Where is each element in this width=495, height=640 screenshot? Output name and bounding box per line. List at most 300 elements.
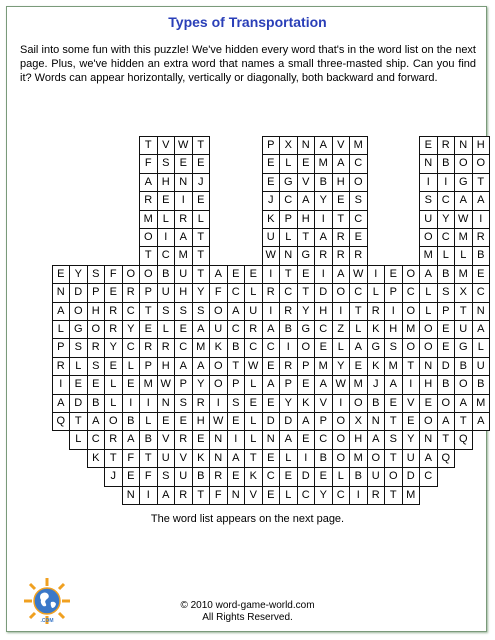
- grid-cell: A: [139, 173, 158, 192]
- grid-cell: L: [52, 320, 71, 339]
- grid-cell: S: [157, 154, 176, 173]
- grid-cell: O: [209, 375, 228, 394]
- grid-cell: B: [314, 449, 333, 468]
- grid-cell: O: [332, 449, 351, 468]
- grid-cell: F: [104, 265, 123, 284]
- grid-cell: T: [227, 357, 246, 376]
- grid-cell: C: [227, 283, 246, 302]
- grid-cell: P: [174, 375, 193, 394]
- grid-cell: Q: [52, 412, 71, 431]
- grid-cell: A: [314, 375, 333, 394]
- grid-cell: P: [314, 412, 333, 431]
- grid-cell: S: [419, 191, 438, 210]
- grid-cell: L: [244, 412, 263, 431]
- grid-cell: D: [402, 467, 421, 486]
- grid-cell: S: [192, 302, 211, 321]
- grid-cell: O: [332, 430, 351, 449]
- grid-cell: O: [332, 412, 351, 431]
- grid-cell: L: [279, 228, 298, 247]
- grid-cell: L: [367, 283, 386, 302]
- grid-cell: R: [367, 486, 386, 505]
- word-list-note: The word list appears on the next page.: [150, 513, 345, 525]
- grid-cell: C: [419, 467, 438, 486]
- grid-cell: V: [402, 394, 421, 413]
- grid-cell: U: [472, 357, 491, 376]
- grid-cell: A: [262, 320, 281, 339]
- grid-cell: O: [87, 320, 106, 339]
- grid-cell: N: [227, 486, 246, 505]
- grid-cell: A: [174, 228, 193, 247]
- grid-cell: E: [262, 357, 281, 376]
- grid-cell: I: [279, 338, 298, 357]
- grid-cell: P: [87, 283, 106, 302]
- grid-cell: L: [454, 246, 473, 265]
- grid-cell: A: [52, 302, 71, 321]
- grid-cell: C: [157, 246, 176, 265]
- grid-cell: G: [454, 173, 473, 192]
- grid-cell: U: [209, 320, 228, 339]
- grid-cell: T: [192, 265, 211, 284]
- grid-cell: O: [139, 228, 158, 247]
- grid-cell: A: [279, 430, 298, 449]
- grid-cell: R: [174, 486, 193, 505]
- grid-cell: A: [384, 375, 403, 394]
- grid-cell: A: [437, 412, 456, 431]
- grid-cell: B: [314, 173, 333, 192]
- grid-cell: I: [332, 302, 351, 321]
- grid-cell: C: [122, 302, 141, 321]
- grid-cell: V: [157, 430, 176, 449]
- grid-cell: O: [402, 338, 421, 357]
- grid-cell: N: [419, 154, 438, 173]
- grid-cell: E: [437, 338, 456, 357]
- grid-cell: E: [262, 173, 281, 192]
- grid-cell: L: [244, 430, 263, 449]
- grid-cell: O: [349, 394, 368, 413]
- grid-cell: E: [297, 265, 316, 284]
- grid-cell: I: [139, 394, 158, 413]
- grid-cell: Q: [454, 430, 473, 449]
- grid-cell: A: [262, 375, 281, 394]
- grid-cell: P: [279, 375, 298, 394]
- grid-cell: M: [192, 338, 211, 357]
- grid-cell: M: [402, 320, 421, 339]
- grid-cell: Y: [104, 338, 123, 357]
- grid-cell: A: [472, 320, 491, 339]
- grid-cell: U: [157, 449, 176, 468]
- grid-cell: U: [367, 467, 386, 486]
- grid-cell: L: [69, 430, 88, 449]
- grid-cell: R: [332, 246, 351, 265]
- grid-cell: Y: [332, 357, 351, 376]
- grid-cell: I: [384, 302, 403, 321]
- grid-cell: T: [139, 136, 158, 155]
- grid-cell: T: [192, 228, 211, 247]
- grid-cell: V: [297, 173, 316, 192]
- grid-cell: P: [384, 283, 403, 302]
- grid-cell: E: [104, 283, 123, 302]
- grid-cell: H: [314, 302, 333, 321]
- grid-cell: O: [419, 320, 438, 339]
- grid-cell: C: [314, 430, 333, 449]
- grid-cell: O: [139, 265, 158, 284]
- grid-cell: P: [139, 357, 158, 376]
- grid-cell: E: [227, 412, 246, 431]
- grid-cell: R: [314, 246, 333, 265]
- grid-cell: A: [314, 228, 333, 247]
- grid-cell: N: [174, 173, 193, 192]
- grid-cell: B: [139, 430, 158, 449]
- grid-cell: X: [454, 283, 473, 302]
- grid-cell: O: [402, 302, 421, 321]
- grid-cell: Z: [332, 320, 351, 339]
- grid-cell: B: [192, 467, 211, 486]
- grid-cell: I: [332, 394, 351, 413]
- grid-cell: W: [262, 246, 281, 265]
- grid-cell: J: [192, 173, 211, 192]
- grid-cell: C: [122, 338, 141, 357]
- grid-cell: C: [262, 338, 281, 357]
- grid-cell: N: [297, 136, 316, 155]
- grid-cell: E: [262, 486, 281, 505]
- grid-cell: G: [279, 173, 298, 192]
- grid-cell: C: [244, 338, 263, 357]
- grid-cell: Y: [314, 486, 333, 505]
- grid-cell: T: [384, 486, 403, 505]
- grid-cell: J: [104, 467, 123, 486]
- grid-cell: C: [437, 228, 456, 247]
- grid-cell: E: [192, 154, 211, 173]
- grid-cell: A: [52, 394, 71, 413]
- grid-cell: S: [227, 394, 246, 413]
- grid-cell: K: [244, 467, 263, 486]
- grid-cell: R: [279, 302, 298, 321]
- grid-cell: I: [122, 394, 141, 413]
- grid-cell: A: [454, 191, 473, 210]
- grid-cell: E: [314, 338, 333, 357]
- grid-cell: S: [437, 283, 456, 302]
- grid-cell: K: [262, 210, 281, 229]
- grid-cell: R: [87, 338, 106, 357]
- grid-cell: B: [437, 375, 456, 394]
- grid-cell: A: [419, 449, 438, 468]
- grid-cell: N: [262, 430, 281, 449]
- grid-cell: W: [244, 357, 263, 376]
- grid-cell: R: [279, 357, 298, 376]
- grid-cell: I: [314, 265, 333, 284]
- grid-cell: Y: [279, 394, 298, 413]
- grid-cell: A: [314, 136, 333, 155]
- grid-cell: T: [139, 246, 158, 265]
- grid-cell: S: [349, 191, 368, 210]
- grid-cell: E: [157, 191, 176, 210]
- grid-cell: E: [262, 449, 281, 468]
- grid-cell: A: [87, 412, 106, 431]
- grid-cell: F: [122, 449, 141, 468]
- grid-cell: R: [244, 320, 263, 339]
- grid-cell: P: [262, 136, 281, 155]
- grid-cell: A: [209, 265, 228, 284]
- grid-cell: E: [139, 320, 158, 339]
- grid-cell: V: [314, 394, 333, 413]
- grid-cell: C: [174, 338, 193, 357]
- grid-cell: Y: [69, 265, 88, 284]
- grid-cell: O: [384, 467, 403, 486]
- grid-cell: A: [419, 265, 438, 284]
- grid-cell: E: [349, 228, 368, 247]
- grid-cell: Y: [297, 302, 316, 321]
- grid-cell: I: [174, 191, 193, 210]
- grid-cell: U: [174, 265, 193, 284]
- grid-cell: C: [349, 210, 368, 229]
- grid-cell: X: [279, 136, 298, 155]
- grid-cell: M: [384, 357, 403, 376]
- grid-cell: B: [227, 338, 246, 357]
- grid-cell: S: [174, 394, 193, 413]
- grid-cell: I: [262, 265, 281, 284]
- grid-cell: R: [437, 136, 456, 155]
- grid-cell: E: [87, 375, 106, 394]
- grid-cell: O: [209, 357, 228, 376]
- grid-cell: E: [297, 375, 316, 394]
- grid-cell: O: [349, 173, 368, 192]
- grid-cell: C: [279, 191, 298, 210]
- grid-cell: U: [157, 283, 176, 302]
- grid-cell: O: [104, 412, 123, 431]
- grid-cell: R: [139, 191, 158, 210]
- grid-cell: M: [174, 246, 193, 265]
- grid-cell: R: [157, 338, 176, 357]
- grid-cell: P: [227, 375, 246, 394]
- grid-cell: S: [384, 430, 403, 449]
- grid-cell: E: [297, 430, 316, 449]
- grid-cell: Q: [437, 449, 456, 468]
- grid-cell: T: [69, 412, 88, 431]
- grid-cell: O: [69, 302, 88, 321]
- grid-cell: Y: [437, 210, 456, 229]
- grid-cell: C: [472, 283, 491, 302]
- grid-cell: T: [297, 283, 316, 302]
- grid-cell: I: [139, 486, 158, 505]
- grid-cell: N: [209, 449, 228, 468]
- grid-cell: T: [349, 302, 368, 321]
- grid-cell: N: [454, 136, 473, 155]
- grid-cell: O: [367, 449, 386, 468]
- grid-cell: N: [419, 430, 438, 449]
- grid-cell: I: [262, 302, 281, 321]
- grid-cell: A: [472, 412, 491, 431]
- grid-cell: H: [472, 136, 491, 155]
- grid-cell: H: [349, 430, 368, 449]
- grid-cell: E: [69, 375, 88, 394]
- grid-cell: E: [192, 191, 211, 210]
- grid-cell: N: [157, 394, 176, 413]
- grid-cell: G: [297, 320, 316, 339]
- grid-cell: G: [367, 338, 386, 357]
- grid-cell: A: [227, 302, 246, 321]
- grid-cell: B: [437, 265, 456, 284]
- grid-cell: M: [419, 246, 438, 265]
- grid-cell: H: [174, 283, 193, 302]
- copyright-line: © 2010 word-game-world.com: [180, 600, 315, 611]
- grid-cell: R: [122, 283, 141, 302]
- grid-cell: R: [174, 430, 193, 449]
- grid-cell: A: [454, 394, 473, 413]
- grid-cell: S: [157, 467, 176, 486]
- grid-cell: I: [314, 210, 333, 229]
- grid-cell: E: [262, 154, 281, 173]
- grid-cell: N: [279, 246, 298, 265]
- grid-cell: B: [122, 412, 141, 431]
- grid-cell: C: [87, 430, 106, 449]
- grid-cell: B: [87, 394, 106, 413]
- grid-cell: V: [332, 136, 351, 155]
- grid-cell: T: [139, 449, 158, 468]
- grid-cell: I: [402, 375, 421, 394]
- grid-cell: R: [472, 228, 491, 247]
- grid-cell: D: [314, 283, 333, 302]
- grid-cell: R: [139, 338, 158, 357]
- grid-cell: W: [174, 136, 193, 155]
- grid-cell: E: [472, 265, 491, 284]
- grid-cell: Y: [314, 191, 333, 210]
- grid-cell: G: [454, 338, 473, 357]
- grid-cell: S: [384, 338, 403, 357]
- grid-cell: L: [139, 412, 158, 431]
- grid-cell: E: [244, 394, 263, 413]
- grid-cell: Y: [402, 430, 421, 449]
- grid-cell: L: [69, 357, 88, 376]
- grid-cell: Y: [192, 375, 211, 394]
- grid-cell: T: [104, 449, 123, 468]
- grid-cell: G: [297, 246, 316, 265]
- grid-cell: S: [87, 265, 106, 284]
- grid-cell: O: [122, 265, 141, 284]
- grid-cell: B: [279, 320, 298, 339]
- grid-cell: N: [52, 283, 71, 302]
- grid-cell: G: [69, 320, 88, 339]
- grid-cell: O: [332, 283, 351, 302]
- grid-cell: W: [332, 375, 351, 394]
- grid-cell: U: [402, 449, 421, 468]
- intro-paragraph: Sail into some fun with this puzzle! We've hidden every word that's in the word list on the next page. Plus, we've hidden an extra word that names a small three-masted ship. Can you find it? Words can appear horizontally, vertically or diagonally, both backward and forward.: [20, 44, 476, 84]
- grid-cell: Y: [192, 283, 211, 302]
- grid-cell: B: [367, 394, 386, 413]
- grid-cell: W: [454, 210, 473, 229]
- grid-cell: S: [69, 338, 88, 357]
- grid-cell: A: [227, 449, 246, 468]
- grid-cell: B: [157, 265, 176, 284]
- grid-cell: A: [122, 430, 141, 449]
- grid-cell: I: [52, 375, 71, 394]
- grid-cell: T: [384, 449, 403, 468]
- grid-cell: T: [384, 412, 403, 431]
- grid-cell: A: [472, 191, 491, 210]
- grid-cell: B: [472, 375, 491, 394]
- grid-cell: F: [139, 154, 158, 173]
- grid-cell: B: [454, 357, 473, 376]
- grid-cell: M: [314, 154, 333, 173]
- grid-cell: O: [472, 154, 491, 173]
- grid-cell: E: [227, 265, 246, 284]
- grid-cell: E: [332, 191, 351, 210]
- grid-cell: U: [174, 467, 193, 486]
- grid-cell: C: [227, 320, 246, 339]
- grid-cell: P: [139, 283, 158, 302]
- grid-cell: T: [454, 412, 473, 431]
- grid-cell: E: [419, 394, 438, 413]
- grid-cell: C: [402, 283, 421, 302]
- grid-cell: D: [279, 412, 298, 431]
- grid-cell: E: [384, 394, 403, 413]
- grid-cell: O: [419, 412, 438, 431]
- grid-cell: T: [332, 210, 351, 229]
- grid-cell: J: [262, 191, 281, 210]
- grid-cell: L: [244, 283, 263, 302]
- grid-cell: X: [349, 412, 368, 431]
- grid-cell: V: [244, 486, 263, 505]
- grid-cell: I: [209, 394, 228, 413]
- grid-cell: S: [87, 357, 106, 376]
- grid-cell: L: [349, 320, 368, 339]
- grid-cell: T: [192, 486, 211, 505]
- grid-cell: K: [87, 449, 106, 468]
- grid-cell: N: [209, 430, 228, 449]
- grid-cell: E: [174, 412, 193, 431]
- grid-cell: T: [454, 302, 473, 321]
- grid-cell: L: [472, 338, 491, 357]
- grid-cell: E: [262, 394, 281, 413]
- grid-cell: A: [192, 320, 211, 339]
- grid-cell: A: [349, 338, 368, 357]
- grid-cell: D: [297, 467, 316, 486]
- grid-cell: E: [174, 320, 193, 339]
- grid-cell: R: [209, 467, 228, 486]
- grid-cell: P: [52, 338, 71, 357]
- grid-cell: M: [139, 375, 158, 394]
- grid-cell: P: [279, 210, 298, 229]
- grid-cell: K: [192, 449, 211, 468]
- grid-cell: B: [349, 467, 368, 486]
- grid-cell: N: [122, 486, 141, 505]
- grid-cell: L: [157, 320, 176, 339]
- grid-cell: L: [157, 210, 176, 229]
- grid-cell: E: [192, 430, 211, 449]
- grid-cell: O: [454, 375, 473, 394]
- grid-cell: E: [314, 467, 333, 486]
- grid-cell: K: [297, 394, 316, 413]
- grid-cell: C: [262, 467, 281, 486]
- grid-cell: A: [192, 357, 211, 376]
- grid-cell: B: [472, 246, 491, 265]
- grid-cell: P: [297, 357, 316, 376]
- grid-cell: D: [262, 412, 281, 431]
- grid-cell: I: [419, 173, 438, 192]
- grid-cell: L: [244, 375, 263, 394]
- grid-cell: M: [349, 449, 368, 468]
- grid-cell: E: [52, 265, 71, 284]
- grid-cell: E: [122, 467, 141, 486]
- grid-cell: L: [332, 467, 351, 486]
- grid-cell: K: [209, 338, 228, 357]
- grid-cell: T: [472, 173, 491, 192]
- svg-text:.COM: .COM: [40, 618, 54, 624]
- grid-cell: W: [209, 412, 228, 431]
- grid-cell: O: [419, 228, 438, 247]
- grid-cell: C: [349, 154, 368, 173]
- grid-cell: E: [122, 375, 141, 394]
- grid-cell: R: [367, 302, 386, 321]
